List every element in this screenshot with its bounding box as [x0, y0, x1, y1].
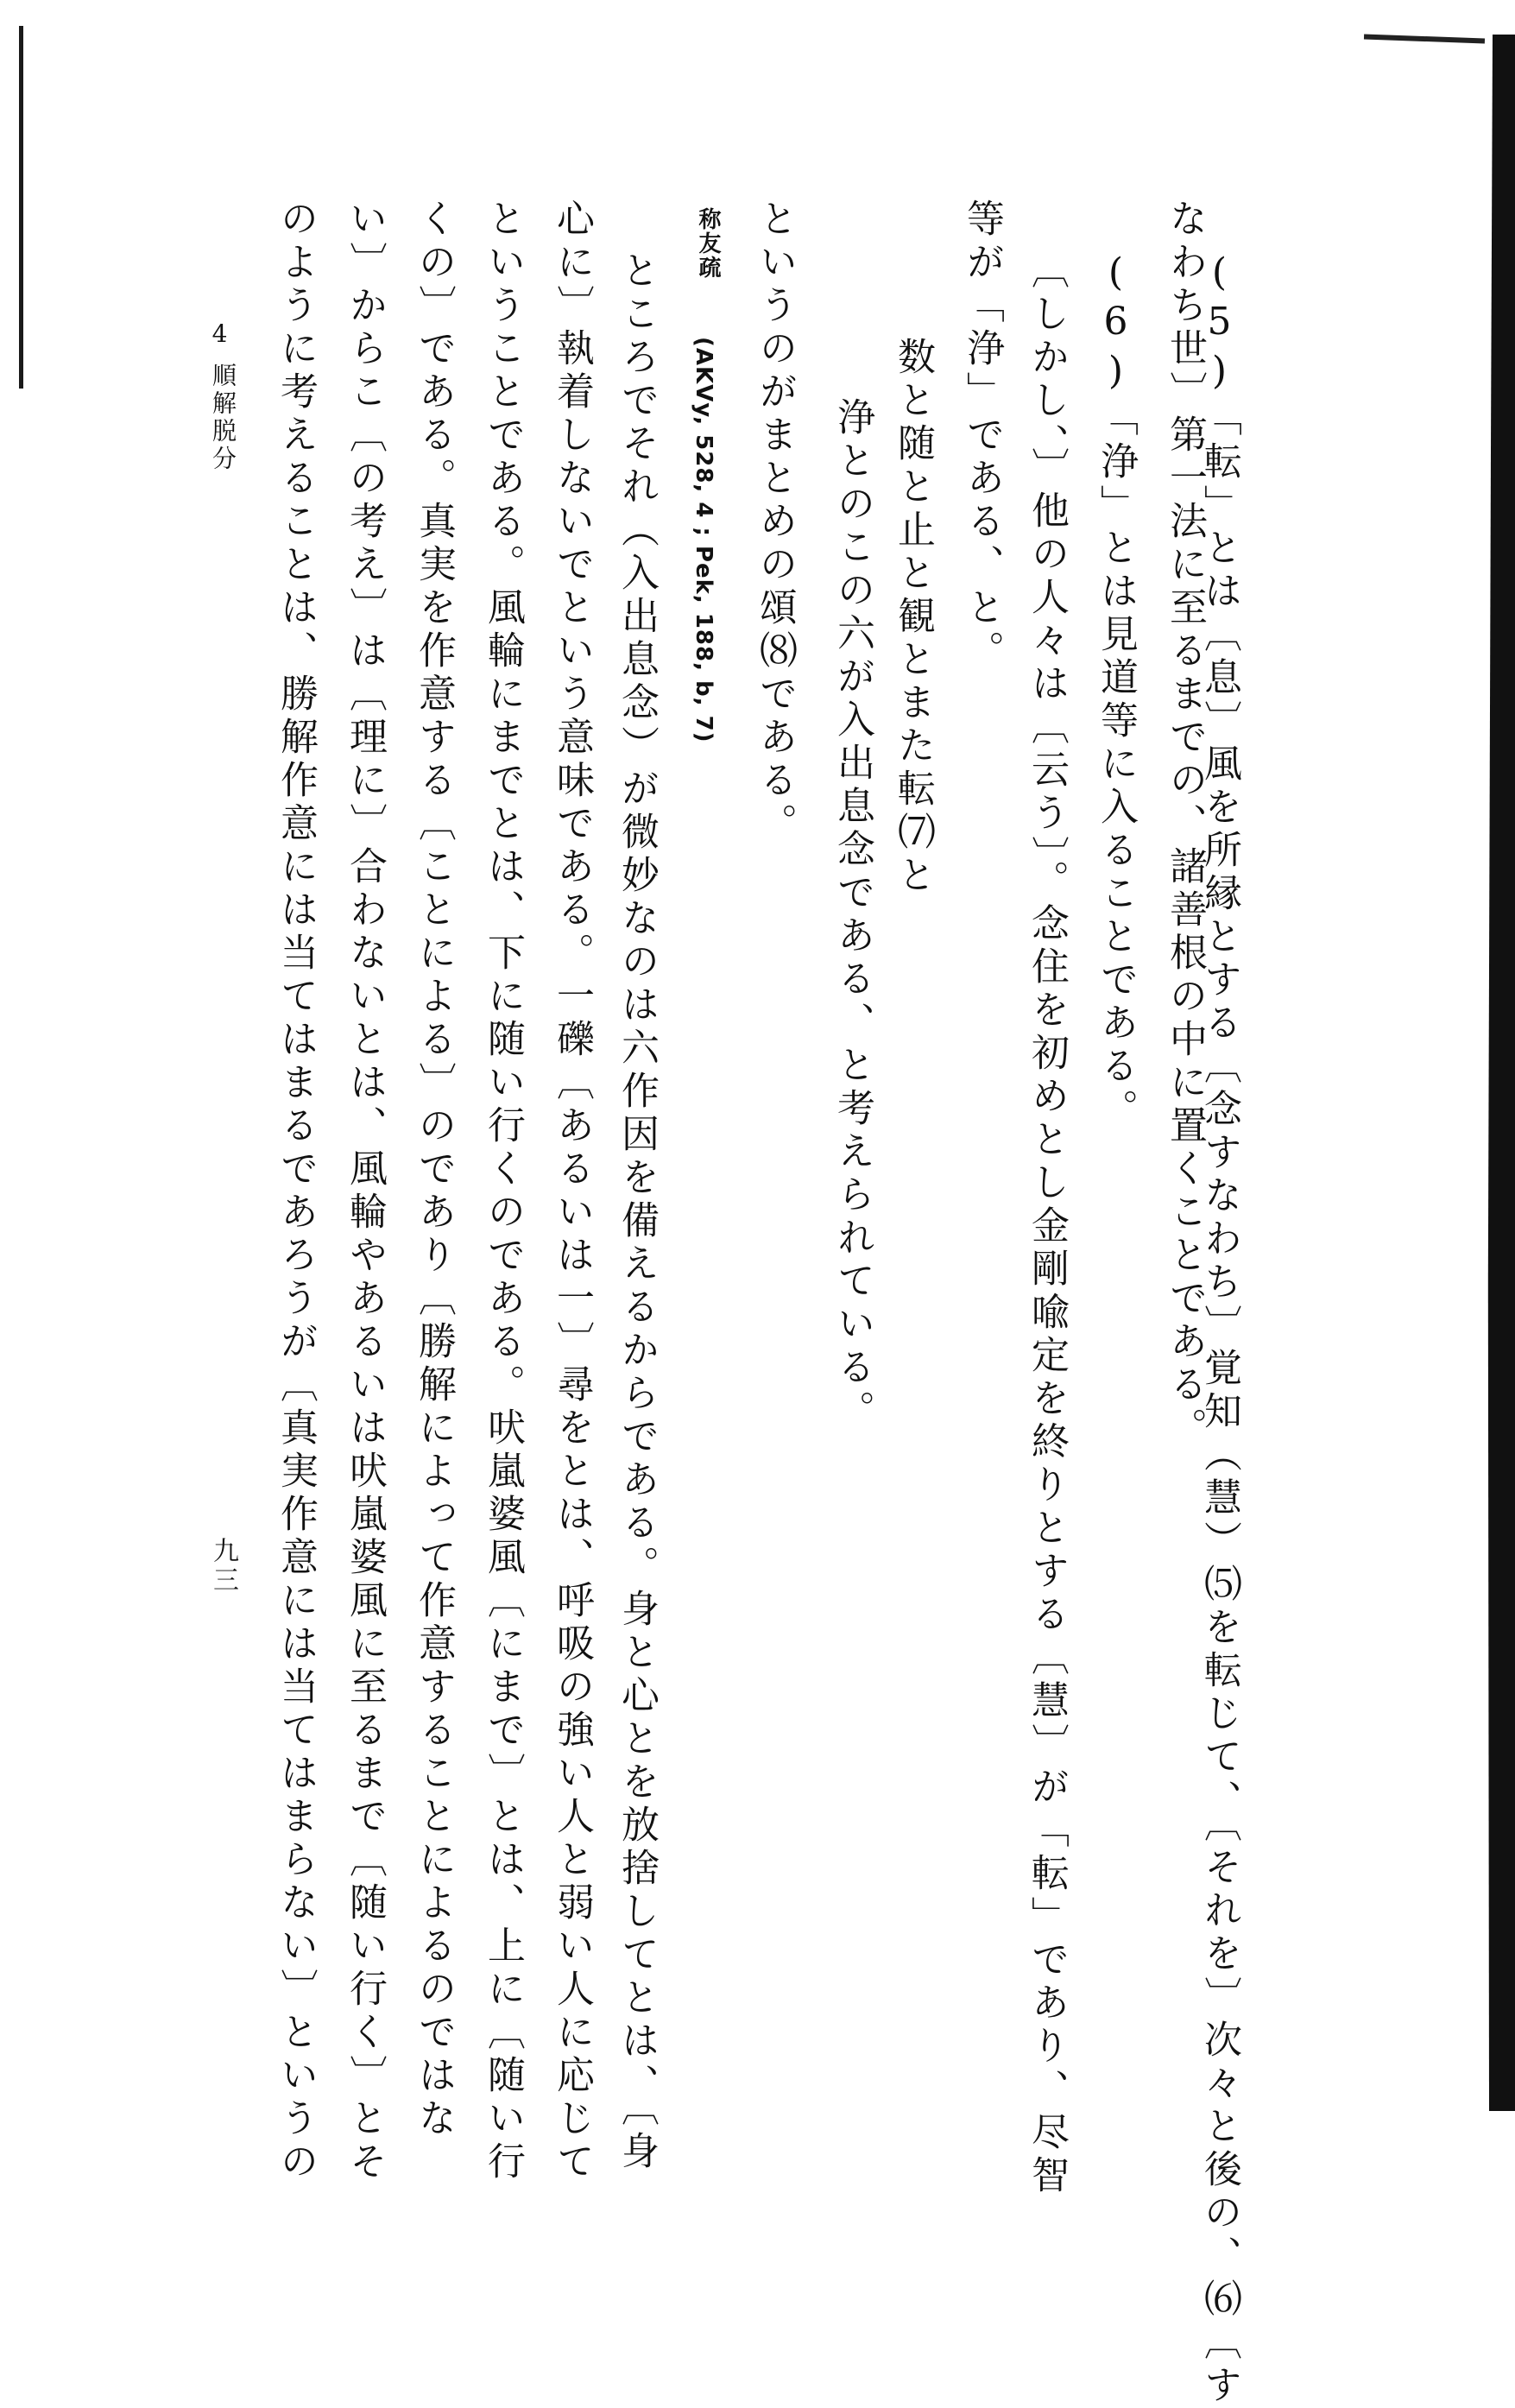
- running-head-title: 順解脱分: [209, 363, 237, 473]
- text-column: (5)「転」とは〔息〕風を所縁とする〔念すなわち〕覚知（慧）⑸を転じて、〔それを〕次々と後の、⑹〔す: [1197, 250, 1241, 2408]
- scan-edge-left: [19, 26, 23, 389]
- commentary-column: くの〕である。真実を作意する〔ことによる〕のであり〔勝解によって作意することによるのではな: [412, 199, 456, 2141]
- commentary-heading-ref: (AKVy, 528, 4 ; Pek, 188, b, 7): [691, 337, 716, 743]
- scan-edge-top: [1364, 35, 1485, 44]
- commentary-column: のように考えることは、勝解作意には当てはまるであろうが〔真実作意には当てはまらない〕というの: [274, 199, 318, 2184]
- text-column: なわち世〕第一法に至るまでの、諸善根の中に置くことである。: [1163, 199, 1207, 1450]
- verse-line: 数と随と止と観とまた転⑺と: [891, 337, 935, 898]
- page-number: 九三: [208, 1537, 238, 1596]
- text-column: 等が「浄」である、と。: [960, 199, 1004, 673]
- commentary-column: ということである。風輪にまでとは、下に随い行くのである。吠嵐婆風〔にまで〕とは、上に〔随い行: [481, 199, 525, 2184]
- text-column: (6)「浄」とは見道等に入ることである。: [1094, 250, 1138, 1132]
- verse-summary: というのがまとめの頌⑻である。: [753, 199, 797, 846]
- commentary-column: 心に〕執着しないでという意味である。一礫〔あるいは一〕尋をとは、呼吸の強い人と弱い人に応じて: [550, 199, 594, 2184]
- scan-edge-right: [1480, 35, 1515, 2111]
- verse-line: 浄とのこの六が入出息念である、と考えられている。: [830, 397, 874, 1433]
- commentary-column: ところでそれ（入出息念）が微妙なのは六作因を備えるからである。身と心とを放捨してとは、〔身: [615, 250, 659, 2174]
- commentary-heading-label: 称友疏: [695, 207, 721, 280]
- text-column: 〔しかし、〕他の人々は〔云う〕。念住を初めとし金剛喩定を終りとする〔慧〕が「転」であり、尽智: [1025, 250, 1069, 2198]
- commentary-column: い〕からこ〔の考え〕は〔理に〕合わないとは、風輪やあるいは吠嵐婆風に至るまで〔随い行く〕とそ: [343, 199, 387, 2184]
- running-head-number: 4: [205, 319, 234, 351]
